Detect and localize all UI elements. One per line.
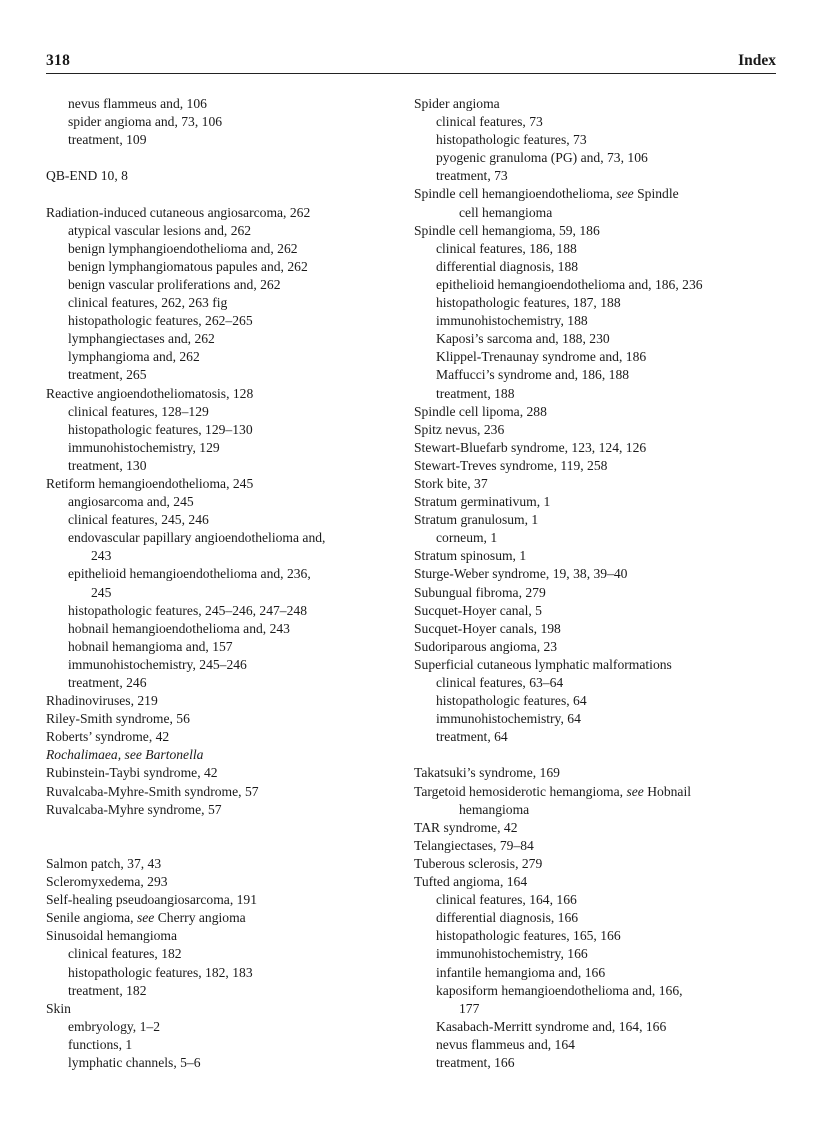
index-entry: Self-healing pseudoangiosarcoma, 191: [46, 892, 258, 908]
index-entry: Subungual fibroma, 279: [414, 584, 546, 600]
index-gap: [46, 185, 401, 203]
index-subentry: histopathologic features, 182, 183: [68, 964, 253, 980]
index-subentry: benign vascular proliferations and, 262: [68, 276, 281, 292]
index-entry: [414, 783, 776, 801]
page-number: 318: [46, 52, 71, 69]
index-entry: [414, 185, 776, 203]
index-subentry: histopathologic features, 262–265: [68, 313, 253, 329]
entry-see: see: [626, 783, 644, 799]
index-subentry: histopathologic features, 245–246, 247–248: [68, 602, 307, 618]
index-subentry: immunohistochemistry, 129: [68, 439, 220, 455]
index-subentry: nevus flammeus and, 164: [436, 1036, 575, 1052]
index-entry: Radiation-induced cutaneous angiosarcoma, 262: [46, 204, 311, 220]
index-subentry: Klippel-Trenaunay syndrome and, 186: [436, 349, 647, 365]
index-subentry: embryology, 1–2: [68, 1018, 160, 1034]
header-rule: [46, 73, 776, 74]
index-entry: Tufted angioma, 164: [414, 874, 528, 890]
index-entry: Salmon patch, 37, 43: [46, 855, 162, 871]
index-entry: Rubinstein-Taybi syndrome, 42: [46, 765, 218, 781]
index-entry: Sinusoidal hemangioma: [46, 928, 178, 944]
index-column-right: [414, 95, 776, 1072]
index-entry: Scleromyxedema, 293: [46, 874, 168, 890]
index-subentry: histopathologic features, 73: [436, 132, 587, 148]
entry-reference: Hobnail: [643, 783, 692, 799]
index-entry: Retiform hemangioendothelioma, 245: [46, 475, 254, 491]
index-subentry: treatment, 188: [436, 385, 515, 401]
index-entry: TAR syndrome, 42: [414, 819, 518, 835]
index-entry: Stewart-Bluefarb syndrome, 123, 124, 126: [414, 439, 647, 455]
index-entry: Sucquet-Hoyer canal, 5: [414, 602, 542, 618]
index-subentry: histopathologic features, 129–130: [68, 421, 253, 437]
index-entry: [46, 746, 401, 764]
index-subentry: treatment, 73: [436, 168, 508, 184]
index-subentry: clinical features, 73: [436, 114, 543, 130]
index-subentry: clinical features, 245, 246: [68, 512, 209, 528]
index-column-left: [46, 95, 401, 1072]
index-subentry: hobnail hemangioendothelioma and, 243: [68, 620, 290, 636]
index-subentry: lymphatic channels, 5–6: [68, 1054, 201, 1070]
index-subentry: angiosarcoma and, 245: [68, 494, 194, 510]
entry-term: Senile angioma,: [46, 910, 137, 926]
index-subentry: hobnail hemangioma and, 157: [68, 638, 233, 654]
index-entry: Rhadinoviruses, 219: [46, 693, 158, 709]
index-subentry: benign lymphangioendothelioma and, 262: [68, 240, 298, 256]
index-subentry: lymphangioma and, 262: [68, 349, 200, 365]
index-entry: Skin: [46, 1000, 71, 1016]
index-subentry: infantile hemangioma and, 166: [436, 964, 606, 980]
index-subentry: histopathologic features, 165, 166: [436, 928, 621, 944]
index-gap: [46, 149, 401, 167]
index-entry: Roberts’ syndrome, 42: [46, 729, 170, 745]
index-continuation: 177: [459, 1000, 480, 1016]
index-subentry: treatment, 130: [68, 457, 147, 473]
index-subentry: immunohistochemistry, 166: [436, 946, 588, 962]
index-entry: Ruvalcaba-Myhre syndrome, 57: [46, 801, 222, 817]
index-subentry: clinical features, 128–129: [68, 403, 209, 419]
index-entry: Stork bite, 37: [414, 475, 488, 491]
entry-see: see: [616, 186, 634, 202]
index-entry: Reactive angioendotheliomatosis, 128: [46, 385, 254, 401]
running-title: Index: [738, 52, 776, 69]
entry-reference: Bartonella: [145, 747, 204, 763]
index-subentry: differential diagnosis, 188: [436, 258, 579, 274]
index-continuation: cell hemangioma: [459, 204, 553, 220]
index-subentry: corneum, 1: [436, 530, 498, 546]
index-gap: [46, 837, 401, 855]
index-subentry: treatment, 64: [436, 729, 508, 745]
index-subentry: benign lymphangiomatous papules and, 262: [68, 258, 308, 274]
entry-term: Targetoid hemosiderotic hemangioma,: [414, 783, 627, 799]
index-entry: Stewart-Treves syndrome, 119, 258: [414, 457, 608, 473]
index-subentry: spider angioma and, 73, 106: [68, 114, 223, 130]
index-entry: Superficial cutaneous lymphatic malformations: [414, 656, 672, 672]
index-continuation: 245: [91, 584, 112, 600]
index-subentry: immunohistochemistry, 64: [436, 711, 581, 727]
index-gap: [46, 819, 401, 837]
index-subentry: treatment, 265: [68, 367, 147, 383]
index-subentry: Maffucci’s syndrome and, 186, 188: [436, 367, 630, 383]
index-subentry: lymphangiectases and, 262: [68, 331, 215, 347]
index-entry: [46, 909, 401, 927]
index-subentry: treatment, 182: [68, 982, 147, 998]
entry-see: see: [136, 910, 155, 926]
entry-reference: Cherry angioma: [154, 910, 246, 926]
index-subentry: clinical features, 182: [68, 946, 182, 962]
index-subentry: immunohistochemistry, 245–246: [68, 656, 247, 672]
index-entry: Stratum granulosum, 1: [414, 512, 539, 528]
index-subentry: clinical features, 186, 188: [436, 240, 577, 256]
index-subentry: atypical vascular lesions and, 262: [68, 222, 252, 238]
index-subentry: epithelioid hemangioendothelioma and, 236,: [68, 566, 311, 582]
index-continuation: hemangioma: [459, 801, 530, 817]
index-entry: Spider angioma: [414, 96, 500, 111]
index-entry: Stratum spinosum, 1: [414, 548, 527, 564]
index-subentry: treatment, 246: [68, 675, 147, 690]
index-entry: Ruvalcaba-Myhre-Smith syndrome, 57: [46, 783, 259, 799]
entry-term: Rochalimaea: [46, 747, 118, 763]
entry-see: , see: [117, 747, 146, 763]
index-subentry: Kaposi’s sarcoma and, 188, 230: [436, 331, 610, 347]
index-subentry: differential diagnosis, 166: [436, 910, 579, 926]
index-subentry: clinical features, 262, 263 fig: [68, 295, 228, 311]
index-subentry: epithelioid hemangioendothelioma and, 186, 236: [436, 276, 703, 292]
index-subentry: immunohistochemistry, 188: [436, 313, 588, 329]
index-entry: Takatsuki’s syndrome, 169: [414, 765, 560, 781]
index-subentry: Kasabach-Merritt syndrome and, 164, 166: [436, 1018, 667, 1034]
index-entry: Spindle cell hemangioma, 59, 186: [414, 222, 600, 238]
index-entry: Spitz nevus, 236: [414, 421, 505, 437]
index-subentry: nevus flammeus and, 106: [68, 96, 207, 111]
index-subentry: functions, 1: [68, 1036, 133, 1052]
index-entry: QB-END 10, 8: [46, 168, 128, 184]
index-gap: [414, 746, 776, 764]
index-subentry: endovascular papillary angioendothelioma and,: [68, 530, 326, 546]
entry-term: Spindle cell hemangioendothelioma,: [414, 186, 617, 202]
index-entry: Spindle cell lipoma, 288: [414, 403, 547, 419]
index-entry: Sudoriparous angioma, 23: [414, 638, 558, 654]
index-subentry: kaposiform hemangioendothelioma and, 166,: [436, 982, 683, 998]
index-subentry: histopathologic features, 64: [436, 693, 587, 709]
index-subentry: clinical features, 63–64: [436, 675, 564, 690]
index-subentry: treatment, 109: [68, 132, 147, 148]
index-subentry: clinical features, 164, 166: [436, 892, 577, 908]
index-entry: Riley-Smith syndrome, 56: [46, 711, 190, 727]
index-subentry: treatment, 166: [436, 1054, 515, 1070]
index-subentry: histopathologic features, 187, 188: [436, 295, 621, 311]
page-header: [46, 52, 776, 74]
entry-reference: Spindle: [633, 186, 679, 202]
index-entry: Stratum germinativum, 1: [414, 494, 551, 510]
index-entry: Sturge-Weber syndrome, 19, 38, 39–40: [414, 566, 628, 582]
index-entry: Telangiectases, 79–84: [414, 837, 534, 853]
index-continuation: 243: [91, 548, 112, 564]
index-subentry: pyogenic granuloma (PG) and, 73, 106: [436, 150, 648, 166]
index-entry: Sucquet-Hoyer canals, 198: [414, 620, 561, 636]
index-entry: Tuberous sclerosis, 279: [414, 855, 543, 871]
